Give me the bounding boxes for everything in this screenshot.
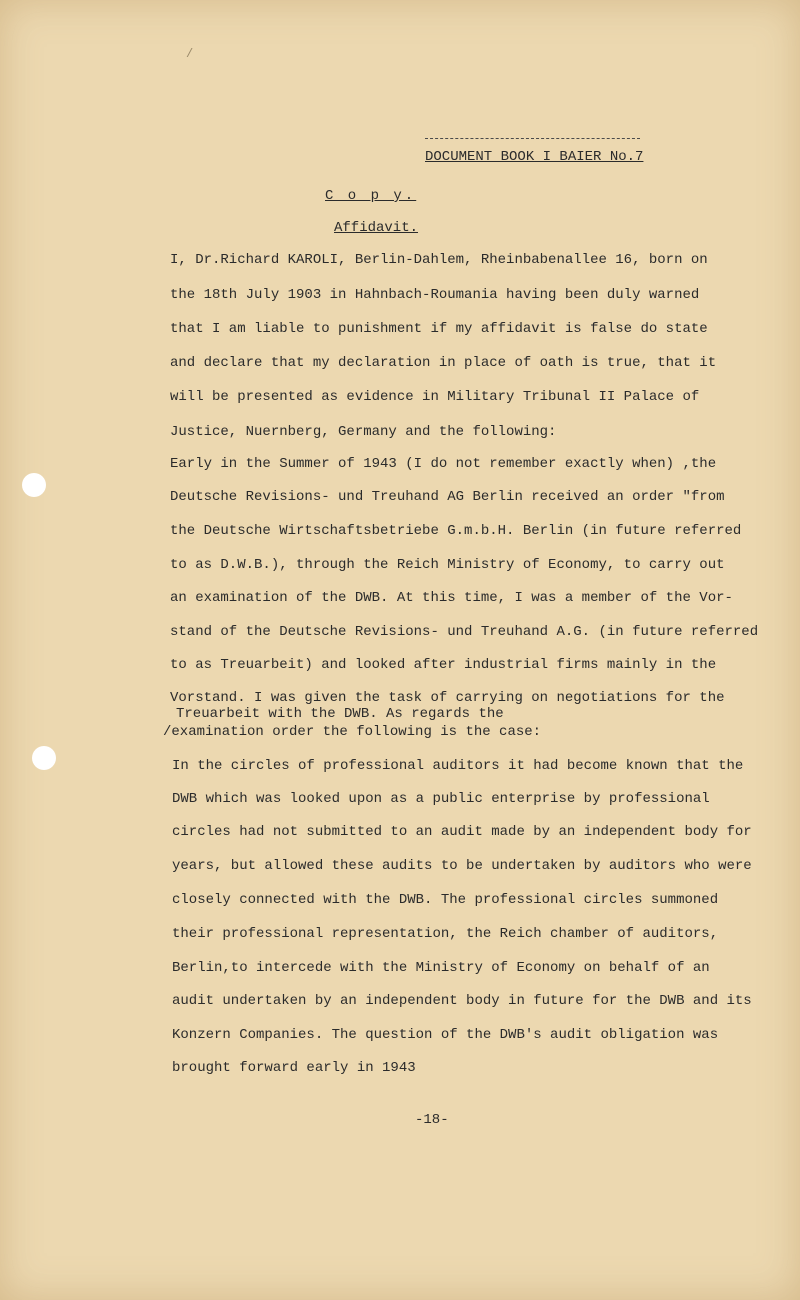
body-line: the Deutsche Wirtschaftsbetriebe G.m.b.H. Berlin (in future referred bbox=[170, 523, 742, 539]
body-line: stand of the Deutsche Revisions- und Treuhand A.G. (in future referred bbox=[170, 624, 759, 640]
pencil-tick-mark: / bbox=[186, 47, 194, 61]
body-line: In the circles of professional auditors it had become known that the bbox=[172, 758, 744, 774]
body-line: Treuarbeit with the DWB. As regards the bbox=[176, 706, 504, 722]
punch-hole-bottom bbox=[32, 746, 56, 770]
body-line: /examination order the following is the case: bbox=[163, 724, 542, 740]
document-reference: DOCUMENT BOOK I BAIER No.7 bbox=[425, 149, 644, 165]
affidavit-title: Affidavit. bbox=[334, 220, 419, 236]
body-line: DWB which was looked upon as a public enterprise by professional bbox=[172, 791, 710, 807]
body-line: I, Dr.Richard KAROLI, Berlin-Dahlem, Rheinbabenallee 16, born on bbox=[170, 252, 708, 268]
body-line: will be presented as evidence in Military Tribunal II Palace of bbox=[170, 389, 700, 405]
body-line: Early in the Summer of 1943 (I do not remember exactly when) ,the bbox=[170, 456, 717, 472]
body-line: and declare that my declaration in place of oath is true, that it bbox=[170, 355, 717, 371]
body-line: the 18th July 1903 in Hahnbach-Roumania having been duly warned bbox=[170, 287, 700, 303]
body-line: Konzern Companies. The question of the DWB's audit obligation was bbox=[172, 1027, 719, 1043]
punch-hole-top bbox=[22, 473, 46, 497]
copy-label: C o p y. bbox=[325, 188, 417, 204]
body-line: Deutsche Revisions- und Treuhand AG Berlin received an order "from bbox=[170, 489, 725, 505]
body-line: Justice, Nuernberg, Germany and the following: bbox=[170, 424, 557, 440]
body-line: years, but allowed these audits to be undertaken by auditors who were bbox=[172, 858, 752, 874]
body-line: an examination of the DWB. At this time, I was a member of the Vor- bbox=[170, 590, 733, 606]
header-dashed-rule bbox=[425, 138, 640, 139]
page-number: -18- bbox=[415, 1112, 449, 1128]
body-line: Vorstand. I was given the task of carrying on negotiations for the bbox=[170, 690, 725, 706]
body-line: circles had not submitted to an audit made by an independent body for bbox=[172, 824, 752, 840]
body-line: to as Treuarbeit) and looked after industrial firms mainly in the bbox=[170, 657, 717, 673]
body-line: Berlin,to intercede with the Ministry of Economy on behalf of an bbox=[172, 960, 710, 976]
body-line: that I am liable to punishment if my affidavit is false do state bbox=[170, 321, 708, 337]
body-line: brought forward early in 1943 bbox=[172, 1060, 416, 1076]
body-line: audit undertaken by an independent body in future for the DWB and its bbox=[172, 993, 752, 1009]
body-line: to as D.W.B.), through the Reich Ministry of Economy, to carry out bbox=[170, 557, 725, 573]
body-line: closely connected with the DWB. The professional circles summoned bbox=[172, 892, 719, 908]
body-line: their professional representation, the Reich chamber of auditors, bbox=[172, 926, 719, 942]
